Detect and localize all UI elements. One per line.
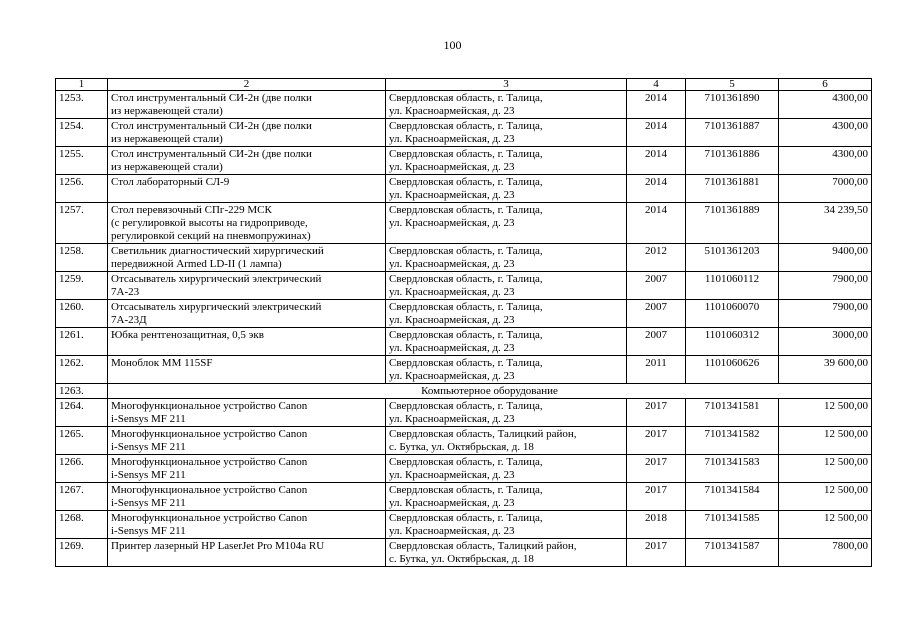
item-address-line: Свердловская область, г. Талица, [389, 273, 543, 285]
item-year: 2014 [627, 119, 686, 147]
item-name [108, 91, 386, 119]
item-name [108, 203, 386, 244]
item-address-line: ул. Красноармейская, д. 23 [389, 189, 515, 201]
item-price: 7900,00 [779, 272, 872, 300]
item-year: 2007 [627, 272, 686, 300]
item-address-line: ул. Красноармейская, д. 23 [389, 161, 515, 173]
item-year: 2017 [627, 539, 686, 567]
item-year: 2014 [627, 175, 686, 203]
item-name-line: Отсасыватель хирургический электрический [111, 301, 322, 313]
item-address-line: Свердловская область, г. Талица, [389, 92, 543, 104]
item-name [108, 147, 386, 175]
item-name-line: из нержавеющей стали) [111, 105, 223, 117]
item-address-line: Свердловская область, г. Талица, [389, 484, 543, 496]
item-inventory-number: 1101060070 [686, 300, 779, 328]
item-price: 7900,00 [779, 300, 872, 328]
table-row [56, 175, 872, 203]
item-address-line: Свердловская область, г. Талица, [389, 357, 543, 369]
item-name-line: Стол инструментальный СИ-2н (две полки [111, 92, 312, 104]
item-name-line: Стол лабораторный СЛ-9 [111, 176, 230, 188]
item-name-line: Многофункциональное устройство Canon [111, 512, 308, 524]
item-name-line: Многофункциональное устройство Canon [111, 428, 308, 440]
column-number: 3 [386, 79, 627, 91]
item-address-line: Свердловская область, г. Талица, [389, 120, 543, 132]
table-body [56, 79, 872, 567]
row-number: 1256. [56, 175, 108, 203]
column-number: 6 [779, 79, 872, 91]
row-number: 1257. [56, 203, 108, 244]
column-number: 4 [627, 79, 686, 91]
table-row [56, 455, 872, 483]
item-address [386, 272, 627, 300]
row-number: 1262. [56, 356, 108, 384]
item-inventory-number: 7101341581 [686, 399, 779, 427]
item-name [108, 455, 386, 483]
item-address-line: ул. Красноармейская, д. 23 [389, 217, 515, 229]
item-address-line: ул. Красноармейская, д. 23 [389, 525, 515, 537]
item-year: 2017 [627, 483, 686, 511]
item-address-line: с. Бутка, ул. Октябрьская, д. 18 [389, 553, 534, 565]
item-address [386, 356, 627, 384]
item-name-line: i-Sensys MF 211 [111, 525, 186, 537]
table-row [56, 119, 872, 147]
item-address-line: Свердловская область, г. Талица, [389, 148, 543, 160]
table-row [56, 328, 872, 356]
item-address-line: ул. Красноармейская, д. 23 [389, 133, 515, 145]
item-name-line: Отсасыватель хирургический электрический [111, 273, 322, 285]
column-number-row [56, 79, 872, 91]
item-price: 7000,00 [779, 175, 872, 203]
item-inventory-number: 1101060112 [686, 272, 779, 300]
table-row [56, 427, 872, 455]
item-name [108, 427, 386, 455]
table-row [56, 91, 872, 119]
item-name-line: Юбка рентгенозащитная, 0,5 экв [111, 329, 264, 341]
item-address [386, 91, 627, 119]
row-number: 1261. [56, 328, 108, 356]
item-price: 4300,00 [779, 91, 872, 119]
item-inventory-number: 7101361886 [686, 147, 779, 175]
item-price: 12 500,00 [779, 399, 872, 427]
item-inventory-number: 7101361881 [686, 175, 779, 203]
item-inventory-number: 7101341587 [686, 539, 779, 567]
item-address-line: Свердловская область, г. Талица, [389, 301, 543, 313]
item-price: 7800,00 [779, 539, 872, 567]
item-price: 4300,00 [779, 147, 872, 175]
item-name-line: i-Sensys MF 211 [111, 469, 186, 481]
property-registry-table [55, 78, 872, 567]
item-name [108, 511, 386, 539]
item-address-line: Свердловская область, г. Талица, [389, 329, 543, 341]
item-year: 2017 [627, 399, 686, 427]
item-year: 2017 [627, 427, 686, 455]
page-number: 100 [443, 38, 462, 52]
item-address [386, 119, 627, 147]
item-inventory-number: 7101341583 [686, 455, 779, 483]
table-row [56, 539, 872, 567]
item-address-line: Свердловская область, г. Талица, [389, 245, 543, 257]
item-name [108, 300, 386, 328]
item-name-line: Многофункциональное устройство Canon [111, 484, 308, 496]
table-row [56, 272, 872, 300]
column-number: 1 [56, 79, 108, 91]
item-name-line: Светильник диагностический хирургический [111, 245, 324, 257]
item-address [386, 511, 627, 539]
item-year: 2014 [627, 203, 686, 244]
item-name [108, 175, 386, 203]
row-number: 1258. [56, 244, 108, 272]
item-address-line: Свердловская область, г. Талица, [389, 512, 543, 524]
item-price: 4300,00 [779, 119, 872, 147]
item-name [108, 328, 386, 356]
item-address-line: Свердловская область, Талицкий район, [389, 428, 577, 440]
item-name-line: из нержавеющей стали) [111, 161, 223, 173]
item-name-line: из нержавеющей стали) [111, 133, 223, 145]
table-row [56, 300, 872, 328]
item-price: 34 239,50 [779, 203, 872, 244]
item-address [386, 147, 627, 175]
item-inventory-number: 1101060312 [686, 328, 779, 356]
item-name-line: Многофункциональное устройство Canon [111, 456, 308, 468]
item-address-line: Свердловская область, г. Талица, [389, 176, 543, 188]
item-address [386, 539, 627, 567]
item-inventory-number: 7101341585 [686, 511, 779, 539]
table-row [56, 483, 872, 511]
row-number: 1263. [56, 384, 108, 399]
table-row [56, 356, 872, 384]
item-address-line: ул. Красноармейская, д. 23 [389, 413, 515, 425]
row-number: 1254. [56, 119, 108, 147]
item-name-line: i-Sensys MF 211 [111, 497, 186, 509]
item-inventory-number: 7101361889 [686, 203, 779, 244]
item-inventory-number: 7101341582 [686, 427, 779, 455]
row-number: 1264. [56, 399, 108, 427]
item-name-line: передвижной Armed LD-II (1 лампа) [111, 258, 282, 270]
item-name [108, 272, 386, 300]
item-year: 2007 [627, 328, 686, 356]
item-name-line: (с регулировкой высоты на гидроприводе, [111, 217, 308, 229]
table-row [56, 203, 872, 244]
row-number: 1268. [56, 511, 108, 539]
row-number: 1259. [56, 272, 108, 300]
item-name [108, 539, 386, 567]
item-price: 3000,00 [779, 328, 872, 356]
item-name-line: i-Sensys MF 211 [111, 413, 186, 425]
table-row [56, 147, 872, 175]
item-name [108, 483, 386, 511]
item-name-line: регулировкой секций на пневмопружинах) [111, 230, 311, 242]
item-year: 2017 [627, 455, 686, 483]
item-price: 9400,00 [779, 244, 872, 272]
item-address [386, 244, 627, 272]
item-inventory-number: 7101361890 [686, 91, 779, 119]
row-number: 1255. [56, 147, 108, 175]
item-address-line: ул. Красноармейская, д. 23 [389, 258, 515, 270]
item-address-line: ул. Красноармейская, д. 23 [389, 469, 515, 481]
item-name [108, 356, 386, 384]
item-name-line: 7А-23 [111, 286, 140, 298]
section-title: Компьютерное оборудование [108, 384, 872, 399]
item-name-line: Стол перевязочный СПг-229 МСК [111, 204, 272, 216]
column-number: 5 [686, 79, 779, 91]
item-address [386, 483, 627, 511]
table-row [56, 399, 872, 427]
item-name-line: Многофункциональное устройство Canon [111, 400, 308, 412]
column-number: 2 [108, 79, 386, 91]
item-inventory-number: 1101060626 [686, 356, 779, 384]
item-price: 12 500,00 [779, 483, 872, 511]
item-name-line: i-Sensys MF 211 [111, 441, 186, 453]
item-inventory-number: 5101361203 [686, 244, 779, 272]
row-number: 1265. [56, 427, 108, 455]
item-name-line: Моноблок ММ 115SF [111, 357, 213, 369]
row-number: 1266. [56, 455, 108, 483]
item-year: 2018 [627, 511, 686, 539]
item-address [386, 175, 627, 203]
item-name-line: 7А-23Д [111, 314, 147, 326]
item-year: 2014 [627, 91, 686, 119]
item-address-line: ул. Красноармейская, д. 23 [389, 342, 515, 354]
item-name [108, 119, 386, 147]
item-address [386, 203, 627, 244]
item-address-line: Свердловская область, Талицкий район, [389, 540, 577, 552]
item-name-line: Стол инструментальный СИ-2н (две полки [111, 120, 312, 132]
item-price: 39 600,00 [779, 356, 872, 384]
item-name-line: Стол инструментальный СИ-2н (две полки [111, 148, 312, 160]
item-address [386, 399, 627, 427]
item-address-line: ул. Красноармейская, д. 23 [389, 497, 515, 509]
item-address-line: ул. Красноармейская, д. 23 [389, 314, 515, 326]
item-address-line: ул. Красноармейская, д. 23 [389, 370, 515, 382]
item-address-line: Свердловская область, г. Талица, [389, 456, 543, 468]
item-address [386, 328, 627, 356]
item-year: 2011 [627, 356, 686, 384]
item-year: 2007 [627, 300, 686, 328]
item-inventory-number: 7101361887 [686, 119, 779, 147]
item-address-line: ул. Красноармейская, д. 23 [389, 286, 515, 298]
item-inventory-number: 7101341584 [686, 483, 779, 511]
item-price: 12 500,00 [779, 511, 872, 539]
row-number: 1267. [56, 483, 108, 511]
item-name [108, 399, 386, 427]
item-address-line: Свердловская область, г. Талица, [389, 204, 543, 216]
item-address [386, 427, 627, 455]
item-address [386, 455, 627, 483]
item-name [108, 244, 386, 272]
item-name-line: Принтер лазерный HP LaserJet Pro M104a RU [111, 540, 325, 552]
section-row [56, 384, 872, 399]
table-row [56, 511, 872, 539]
row-number: 1260. [56, 300, 108, 328]
item-address-line: Свердловская область, г. Талица, [389, 400, 543, 412]
item-address-line: ул. Красноармейская, д. 23 [389, 105, 515, 117]
item-year: 2012 [627, 244, 686, 272]
item-address-line: с. Бутка, ул. Октябрьская, д. 18 [389, 441, 534, 453]
row-number: 1269. [56, 539, 108, 567]
item-year: 2014 [627, 147, 686, 175]
row-number: 1253. [56, 91, 108, 119]
item-address [386, 300, 627, 328]
item-price: 12 500,00 [779, 427, 872, 455]
item-price: 12 500,00 [779, 455, 872, 483]
table-row [56, 244, 872, 272]
